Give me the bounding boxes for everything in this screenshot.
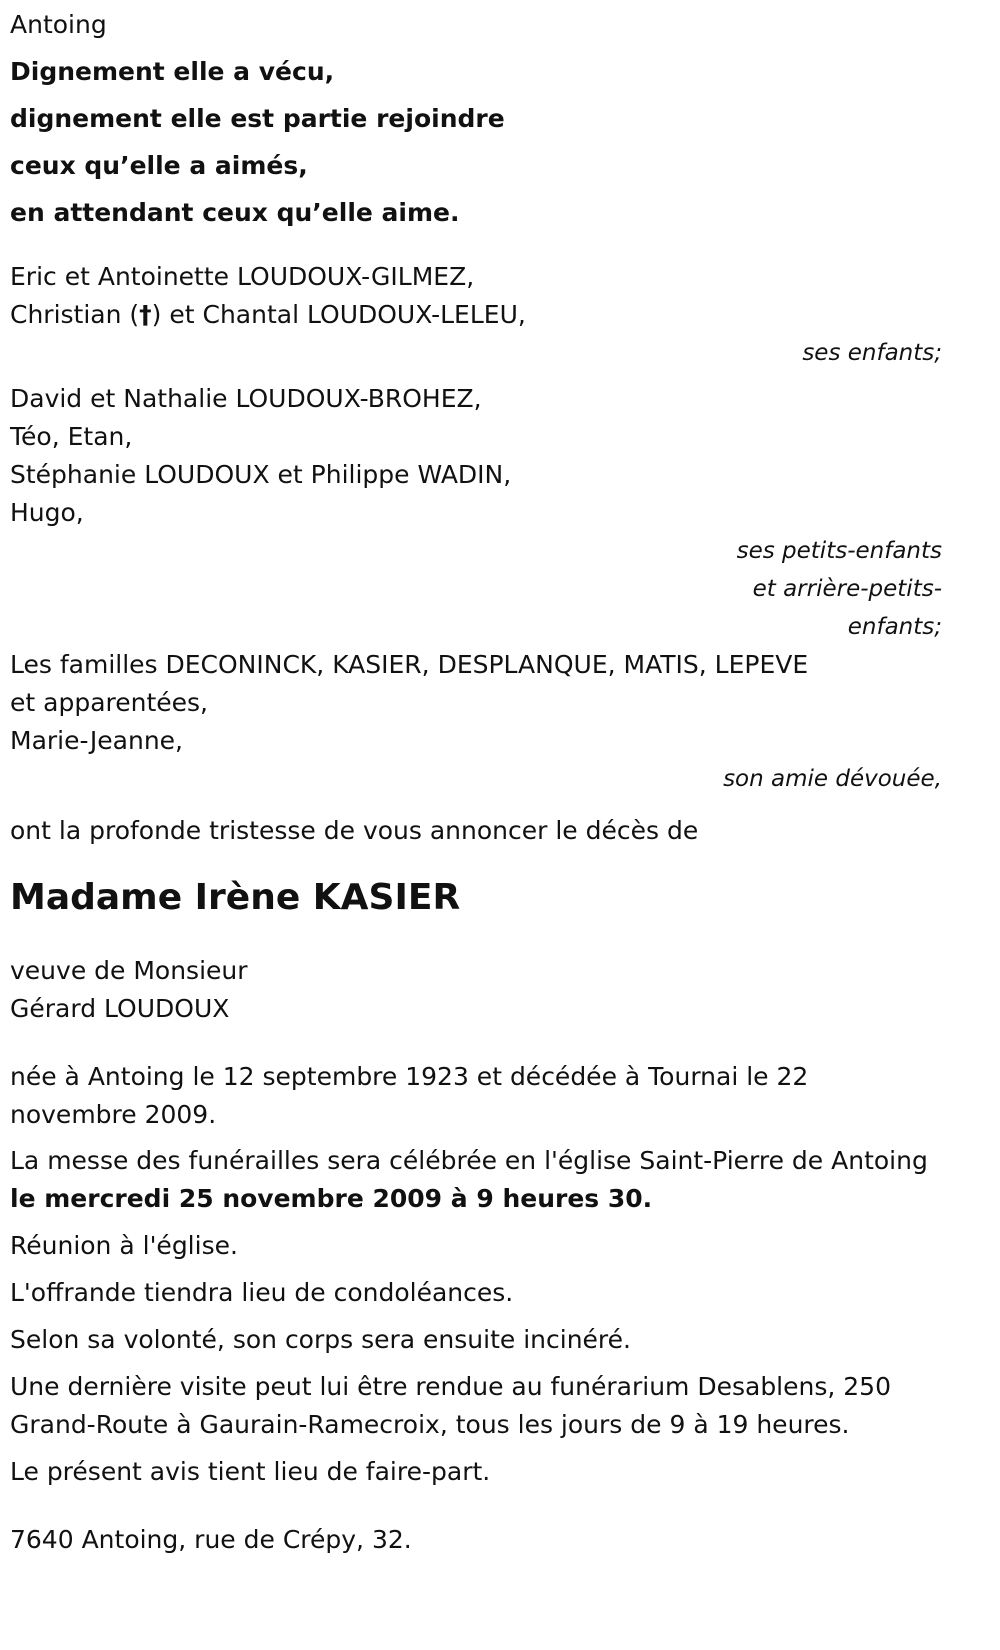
funeral-paragraph xyxy=(10,1142,942,1218)
funeral-intro: La messe des funérailles sera célébrée en l'église Saint-Pierre de Antoing xyxy=(10,1146,928,1175)
widow-block xyxy=(10,952,942,1028)
closing-note: Le présent avis tient lieu de faire-part. xyxy=(10,1457,491,1486)
children-label: ses enfants; xyxy=(802,340,942,366)
families-line-1: Les familles DECONINCK, KASIER, DESPLANQUE, MATIS, LEPEVE xyxy=(10,650,809,679)
address-line: 7640 Antoing, rue de Crépy, 32. xyxy=(10,1525,412,1554)
children-block xyxy=(10,258,942,372)
children-line-2-start: Christian ( xyxy=(10,300,140,329)
announcement-line: ont la profonde tristesse de vous annoncer le décès de xyxy=(10,816,699,845)
grandchildren-label-line-1: ses petits-enfants xyxy=(736,538,942,564)
cross-icon: † xyxy=(139,300,152,329)
widow-line-1: veuve de Monsieur xyxy=(10,956,248,985)
grandchildren-line-1: David et Nathalie LOUDOUX-BROHEZ, xyxy=(10,384,482,413)
families-label: son amie dévouée, xyxy=(723,766,942,792)
note-line-1: Réunion à l'église. xyxy=(10,1231,238,1260)
grandchildren-label-line-3: enfants; xyxy=(847,614,942,640)
grandchildren-line-3: Stéphanie LOUDOUX et Philippe WADIN, xyxy=(10,460,512,489)
families-line-3: Marie-Jeanne, xyxy=(10,726,183,755)
birth-death-paragraph: née à Antoing le 12 septembre 1923 et décédée à Tournai le 22 novembre 2009. xyxy=(10,1062,809,1129)
poem-line-1: Dignement elle a vécu, xyxy=(10,57,335,86)
obituary-document xyxy=(10,6,942,1559)
poem-line-2: dignement elle est partie rejoindre xyxy=(10,104,505,133)
note-line-3: Selon sa volonté, son corps sera ensuite incinéré. xyxy=(10,1325,631,1354)
deceased-name-heading: Madame Irène KASIER xyxy=(10,877,461,918)
children-line-2-end: ) et Chantal LOUDOUX-LELEU, xyxy=(151,300,526,329)
funeral-date-time: le mercredi 25 novembre 2009 à 9 heures 30. xyxy=(10,1184,653,1213)
grandchildren-line-4: Hugo, xyxy=(10,498,84,527)
poem-line-4: en attendant ceux qu’elle aime. xyxy=(10,198,460,227)
poem-block xyxy=(10,53,942,232)
visit-paragraph: Une dernière visite peut lui être rendue au funérarium Desablens, 250 Grand-Route à Gaurain-Ramecroix, tous les jours de 9 à 19 heures. xyxy=(10,1372,891,1439)
poem-line-3: ceux qu’elle a aimés, xyxy=(10,151,308,180)
note-line-2: L'offrande tiendra lieu de condoléances. xyxy=(10,1278,514,1307)
widow-line-2: Gérard LOUDOUX xyxy=(10,994,230,1023)
families-block xyxy=(10,646,942,798)
families-line-2: et apparentées, xyxy=(10,688,208,717)
children-line-2 xyxy=(10,296,942,334)
place-line: Antoing xyxy=(10,10,107,39)
grandchildren-line-2: Téo, Etan, xyxy=(10,422,133,451)
grandchildren-label-line-2: et arrière-petits- xyxy=(752,576,942,602)
children-line-1: Eric et Antoinette LOUDOUX-GILMEZ, xyxy=(10,262,475,291)
grandchildren-block xyxy=(10,380,942,646)
